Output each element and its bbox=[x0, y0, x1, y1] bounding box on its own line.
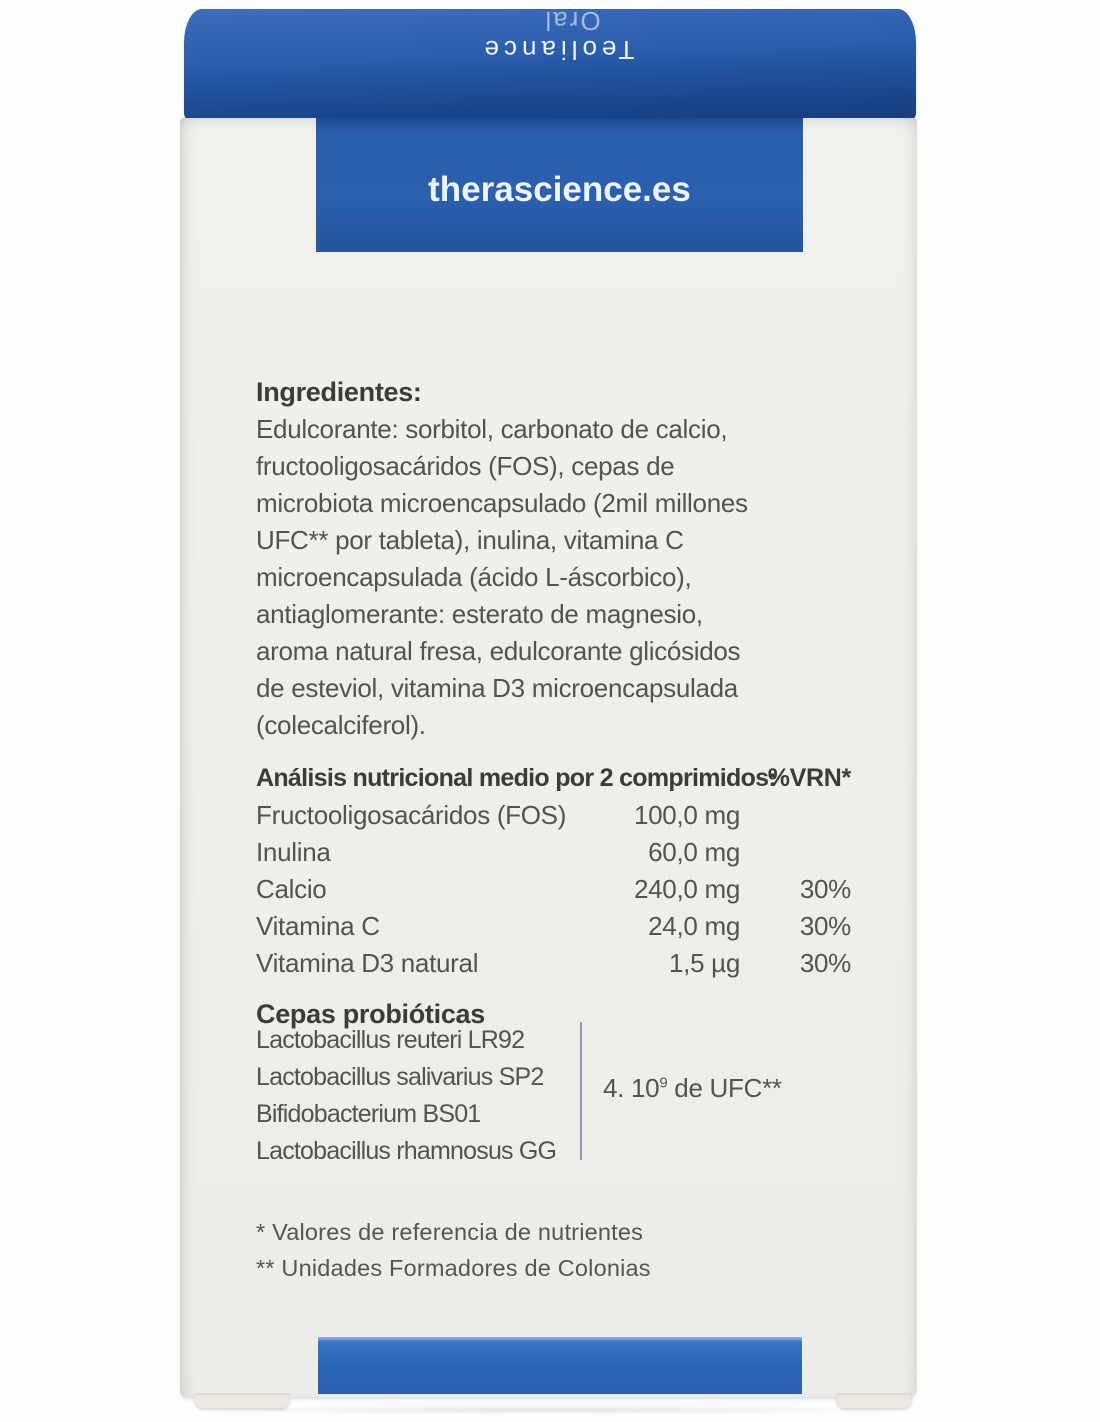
flap-product-line-text: Oral bbox=[543, 6, 601, 36]
ingredients-line: fructooligosacáridos (FOS), cepas de bbox=[256, 451, 675, 481]
nutrient-amount: 60,0 mg bbox=[648, 837, 740, 867]
nutrient-amount: 1,5 µg bbox=[668, 948, 740, 978]
nutrient-name: Calcio bbox=[256, 874, 327, 904]
table-row bbox=[256, 871, 851, 908]
box-top-flap bbox=[184, 6, 916, 121]
probiotic-strain-list bbox=[256, 1022, 556, 1170]
ingredients-line: aroma natural fresa, edulcorante glicósidos bbox=[256, 636, 741, 666]
nutrient-name: Fructooligosacáridos (FOS) bbox=[256, 800, 567, 830]
nutrient-name: Vitamina C bbox=[256, 911, 380, 941]
footnote-vrn: * Valores de referencia de nutrientes bbox=[256, 1219, 644, 1245]
nutrition-header-row bbox=[256, 760, 851, 797]
ingredients-section bbox=[256, 374, 748, 744]
table-row bbox=[256, 834, 851, 871]
table-row bbox=[256, 797, 851, 834]
nutrient-vrn: 30% bbox=[799, 948, 851, 978]
bottom-blue-band bbox=[318, 1337, 802, 1394]
nutrient-name: Vitamina D3 natural bbox=[256, 948, 479, 978]
nutrient-vrn: 30% bbox=[799, 911, 851, 941]
vrn-column-header: %VRN* bbox=[767, 764, 851, 792]
list-item: Bifidobacterium BS01 bbox=[256, 1100, 481, 1128]
nutrient-amount: 24,0 mg bbox=[648, 911, 740, 941]
probiotics-heading: Cepas probióticas bbox=[256, 999, 485, 1029]
cfu-total-unit: de UFC** bbox=[667, 1073, 782, 1103]
cfu-total-exponent: 9 bbox=[659, 1074, 668, 1092]
list-item: Lactobacillus rhamnosus GG bbox=[256, 1137, 557, 1165]
ingredients-line: antiaglomerante: esterato de magnesio, bbox=[256, 599, 703, 629]
ground-shadow bbox=[190, 1405, 910, 1415]
ingredients-line: de esteviol, vitamina D3 microencapsulada bbox=[256, 673, 738, 703]
ingredients-heading: Ingredientes: bbox=[256, 377, 422, 407]
nutrient-vrn: 30% bbox=[799, 874, 851, 904]
ingredients-line: microencapsulada (ácido L-áscorbico), bbox=[256, 562, 692, 592]
table-row bbox=[256, 908, 851, 945]
table-row bbox=[256, 945, 851, 982]
ingredients-line: UFC** por tableta), inulina, vitamina C bbox=[256, 525, 684, 555]
brand-band bbox=[316, 118, 803, 252]
list-item: Lactobacillus reuteri LR92 bbox=[256, 1026, 525, 1054]
nutrient-amount: 100,0 mg bbox=[633, 800, 740, 830]
ingredients-line: Edulcorante: sorbitol, carbonato de calcio, bbox=[256, 414, 728, 444]
list-item: Lactobacillus salivarius SP2 bbox=[256, 1063, 544, 1091]
nutrient-name: Inulina bbox=[256, 837, 331, 867]
ingredients-line: (colecalciferol). bbox=[256, 710, 426, 740]
nutrient-amount: 240,0 mg bbox=[633, 874, 740, 904]
strain-group-divider-line bbox=[580, 1022, 582, 1160]
flap-brand-text: Teoliance bbox=[479, 35, 635, 65]
nutrition-heading: Análisis nutricional medio por 2 comprimidos: bbox=[256, 764, 776, 792]
cfu-total-base: 4. 10 bbox=[603, 1073, 660, 1103]
nutrition-table bbox=[256, 760, 851, 982]
footnote-ufc: ** Unidades Formadores de Colonias bbox=[256, 1255, 651, 1281]
box-front-face bbox=[180, 118, 917, 1397]
footnotes-section bbox=[256, 1214, 651, 1286]
cfu-total-text bbox=[603, 1073, 782, 1104]
website-text: therascience.es bbox=[428, 170, 691, 209]
ingredients-line: microbiota microencapsulado (2mil millones bbox=[256, 488, 748, 518]
